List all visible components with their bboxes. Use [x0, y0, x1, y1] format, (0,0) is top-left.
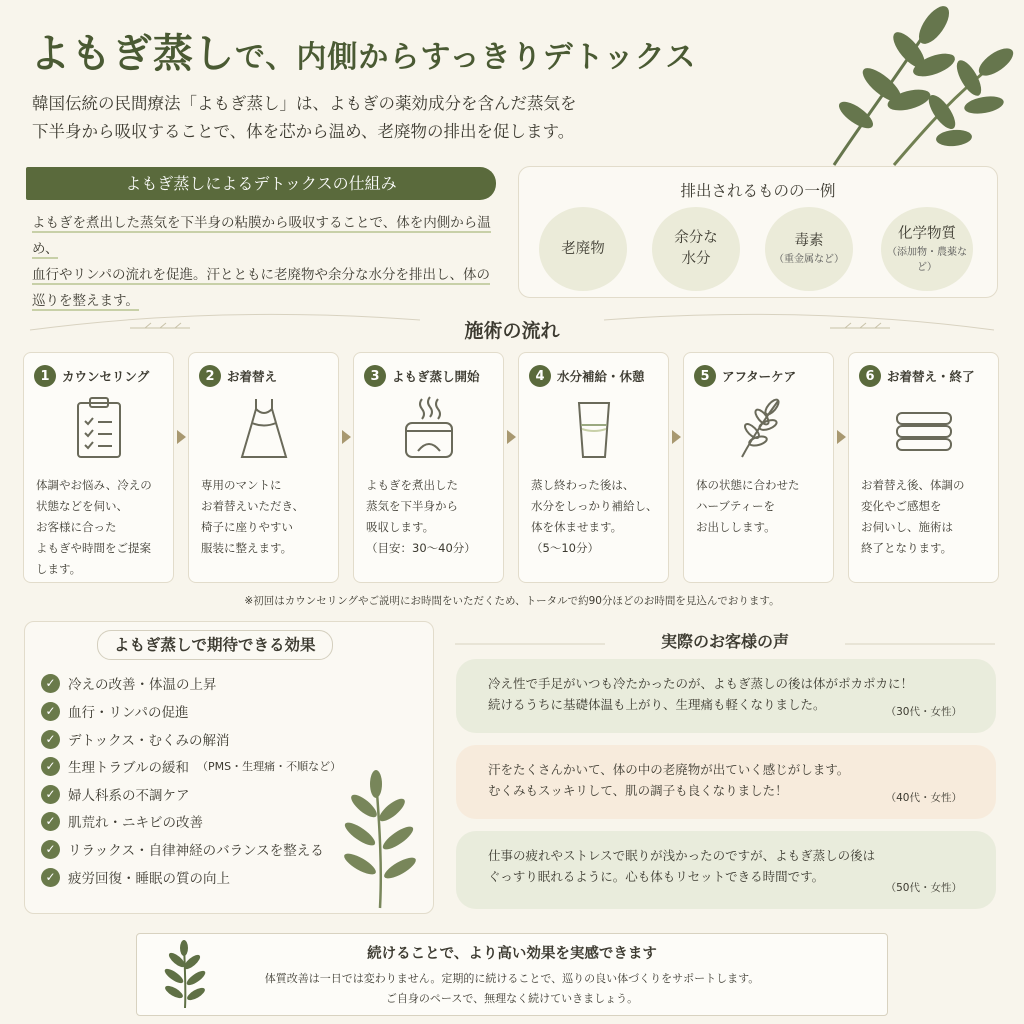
intro-line: 下半身から吸収することで、体を芯から温め、老廃物の排出を促します。: [32, 122, 575, 141]
check-icon: ✓: [41, 702, 60, 721]
testimonial-text: 汗をたくさんかいて、体の中の老廃物が出ていく感じがします。 むくみもスッキリして、肌の調子も良くなりました！: [488, 762, 850, 798]
effect-item: ✓ リラックス・自律神経のバランスを整える: [41, 839, 324, 859]
excretion-box: [518, 166, 998, 298]
mechanism-line: 血行やリンパの流れを促進。汗とともに老廃物や余分な水分を排出し、体の: [32, 267, 491, 283]
effect-item: ✓ 肌荒れ・ニキビの改善: [41, 811, 203, 831]
testimonial-text: 仕事の疲れやストレスで眠りが浅かったのですが、よもぎ蒸しの後は ぐっすり眠れるように。心も体もリセットできる時間です。: [488, 848, 876, 884]
folded-towels-icon: [889, 395, 959, 461]
check-icon: ✓: [41, 868, 60, 887]
water-glass-icon: [559, 395, 629, 461]
effect-item: ✓ 冷えの改善・体温の上昇: [41, 673, 217, 693]
testimonial-text: 冷え性で手足がいつも冷たかったのが、よもぎ蒸しの後は体がポカポカに！ 続けるうちに基礎体温も上がり、生理痛も軽くなりました。: [488, 676, 914, 712]
testimonial: [456, 831, 996, 909]
step-title: お着替え: [227, 369, 278, 384]
dress-icon: [229, 395, 299, 461]
step-arrow: [177, 430, 186, 444]
excretion-item: 毒素 （重金属など）: [765, 207, 853, 291]
step-number: 2: [199, 365, 221, 387]
check-icon: ✓: [41, 812, 60, 831]
intro-text: [32, 90, 692, 146]
flow-step: [518, 352, 669, 583]
excretion-title: 排出されるものの一例: [680, 182, 836, 200]
testimonial: [456, 659, 996, 733]
step-text: 専用のマントに お着替えいただき、 椅子に座りやすい 服装に整えます。: [201, 478, 305, 555]
voices-title: 実際のお客様の声: [660, 632, 789, 651]
testimonial-author: （50代・女性）: [885, 882, 962, 894]
mechanism-line: 巡りを整えます。: [32, 293, 139, 309]
bottom-title: 続けることで、より高い効果を実感できます: [367, 945, 657, 962]
title-rest: で、内側からすっきりデトックス: [235, 40, 697, 75]
testimonial-author: （30代・女性）: [885, 706, 962, 718]
steam-pot-icon: [394, 395, 464, 461]
step-number: 5: [694, 365, 716, 387]
step-arrow: [342, 430, 351, 444]
step-number: 3: [364, 365, 386, 387]
step-text: 体調やお悩み、冷えの 状態などを伺い、 お客様に合った よもぎや時間をご提案 します。: [36, 478, 152, 576]
flow-step: [848, 352, 999, 583]
step-text: 体の状態に合わせた ハーブティーを お出しします。: [696, 478, 800, 534]
step-text: 蒸し終わった後は、 水分をしっかり補給し、 体を休ませます。 （5〜10分）: [531, 478, 658, 555]
bottom-text: ご自身のペースで、無理なく続けていきましょう。: [385, 992, 639, 1005]
intro-line: 韓国伝統の民間療法「よもぎ蒸し」は、よもぎの薬効成分を含んだ蒸気を: [32, 94, 577, 113]
effect-item: ✓ 血行・リンパの促進: [41, 701, 189, 721]
excretion-item: 化学物質 （添加物・農薬など）: [881, 207, 973, 291]
bottom-text: 体質改善は一日では変わりません。定期的に続けることで、巡りの良い体づくりをサポートします。: [264, 972, 760, 985]
step-title: アフターケア: [722, 369, 797, 384]
check-icon: ✓: [41, 757, 60, 776]
step-text: お着替え後、体調の 変化やご感想を お伺いし、施術は 終了となります。: [861, 478, 965, 555]
step-title: お着替え・終了: [887, 369, 975, 384]
step-text: よもぎを煮出した 蒸気を下半身から 吸収します。 （目安：30〜40分）: [366, 478, 476, 555]
excretion-item: 老廃物: [539, 207, 627, 291]
step-number: 1: [34, 365, 56, 387]
mugwort-leaf-icon: [774, 0, 1014, 170]
herb-icon: [724, 395, 794, 461]
flow-step: [23, 352, 174, 583]
step-number: 6: [859, 365, 881, 387]
title-main: よもぎ蒸し: [30, 30, 235, 77]
step-number: 4: [529, 365, 551, 387]
excretion-item: 余分な 水分: [652, 207, 740, 291]
flow-title: 施術の流れ: [464, 320, 560, 342]
flow-note: ※初回はカウンセリングやご説明にお時間をいただくため、トータルで約90分ほどのお時間を見込んでおります。: [244, 595, 780, 607]
effect-item: ✓ 生理トラブルの緩和 （PMS・生理痛・不順など）: [41, 756, 341, 776]
check-icon: ✓: [41, 785, 60, 804]
mugwort-leaf-icon: [330, 770, 430, 910]
mechanism-text: [32, 210, 502, 314]
check-icon: ✓: [41, 730, 60, 749]
step-arrow: [672, 430, 681, 444]
effect-item: ✓ 疲労回復・睡眠の質の向上: [41, 867, 230, 887]
testimonial: [456, 745, 996, 819]
effects-title: よもぎ蒸しで期待できる効果: [97, 630, 333, 660]
effect-item: ✓ 婦人科系の不調ケア: [41, 784, 190, 804]
mechanism-title: よもぎ蒸しによるデトックスの仕組み: [26, 167, 496, 200]
check-icon: ✓: [41, 674, 60, 693]
mechanism-line: よもぎを煮出した蒸気を下半身の粘膜から吸収することで、体を内側から温め、: [32, 215, 491, 257]
page-title: [30, 22, 696, 79]
flow-step: [353, 352, 504, 583]
flow-step: [683, 352, 834, 583]
flow-step: [188, 352, 339, 583]
testimonial-author: （40代・女性）: [885, 792, 962, 804]
clipboard-icon: [64, 395, 134, 461]
step-arrow: [507, 430, 516, 444]
step-title: 水分補給・休憩: [557, 369, 645, 384]
check-icon: ✓: [41, 840, 60, 859]
step-title: よもぎ蒸し開始: [392, 369, 480, 384]
step-arrow: [837, 430, 846, 444]
step-title: カウンセリング: [62, 369, 150, 384]
bottom-message-box: [136, 933, 888, 1016]
effect-item: ✓ デトックス・むくみの解消: [41, 729, 229, 749]
